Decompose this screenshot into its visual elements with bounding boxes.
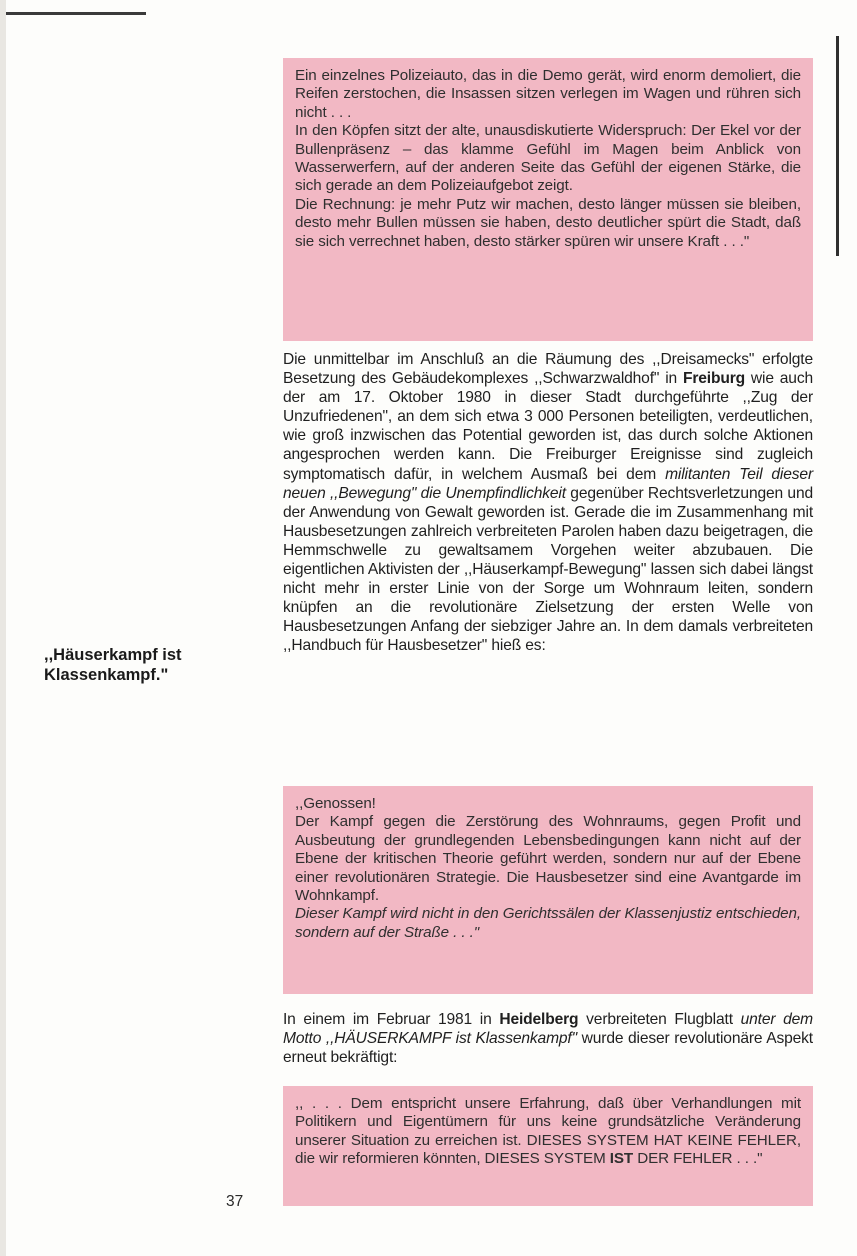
page-number: 37 [226, 1193, 244, 1210]
paragraph2-text-3: wurde dieser revolutionäre Aspekt erneut bekräftigt: [283, 1030, 813, 1067]
quote1-line-1: Ein einzelnes Polizeiauto, das in die Demo gerät, wird enorm demoliert, die Reifen zerstochen, die Insassen sitzen verlegen im Wagen und rühren sich nicht . . . [295, 67, 801, 121]
paragraph2-text-1: In einem im Februar 1981 in [283, 1011, 500, 1028]
freiburg-bold: Freiburg [682, 370, 745, 388]
margin-note: ,,Häuserkampf ist Klassenkampf." [44, 646, 182, 684]
top-rule [6, 12, 146, 15]
paragraph1-italic: militanten Teil dieser neuen ,,Bewegung" die Unempfindlichkeit [283, 465, 813, 502]
paragraph-heidelberg [283, 1010, 813, 1067]
quote2-paragraph-2: Dieser Kampf wird nicht in den Gerichtssälen der Klassenjustiz entschieden, sondern auf der Straße . . ." [295, 905, 801, 941]
paragraph2-text-2: verbreiteten Flugblatt [578, 1011, 733, 1028]
quote-box-demo [283, 58, 813, 341]
heidelberg-bold: Heidelberg [499, 1011, 579, 1028]
quote-box-handbook [283, 786, 813, 994]
quote2-greeting: ,,Genossen! [295, 795, 376, 812]
paragraph1-text-1: Die unmittelbar im Anschluß an die Räumung des ,,Dreisamecks" erfolgte Besetzung des Gebäudekomplexes ,,Schwarzwaldhof" in [283, 351, 813, 388]
binding-edge-mark [836, 36, 839, 256]
quote1-line-2: In den Köpfen sitzt der alte, unausdiskutierte Widerspruch: Der Ekel vor der Bullenpräsenz – das klamme Gefühl im Magen beim Anblick von Wasserwerfern, auf der anderen Seite das Gefühl der eigenen Stärke, die sich gerade an dem Polizeiaufgebot zeigt. [295, 122, 801, 195]
quote3-text-1: ,, . . . Dem entspricht unsere Erfahrung, daß über Verhandlungen mit Politikern und Eigentümern für uns keine grundsätzliche Veränderung unserer Situation zu erreichen ist. DIESES SYSTEM HAT KEINE FEHLER, die wir reformieren könnten, DIESES SYSTEM [295, 1095, 801, 1168]
paragraph2-italic: unter dem Motto ,,HÄUSERKAMPF ist Klassenkampf" [283, 1011, 813, 1048]
quote2-paragraph-1: Der Kampf gegen die Zerstörung des Wohnraums, gegen Profit und Ausbeutung der grundlegenden Lebensbedingungen kann nicht auf der Ebene der kritischen Theorie geführt werden, sondern nur auf der Ebene einer revolutionären Strategie. Die Hausbesetzer sind eine Avantgarde im Wohnkampf. [295, 813, 801, 905]
quote-box-flyer [283, 1086, 813, 1206]
paragraph1-text-3: gegenüber Rechtsverletzungen und der Anwendung von Gewalt geworden ist. Gerade die im Zusammenhang mit Hausbesetzungen zahlreich verbreiteten Parolen haben dazu beigetragen, die Hemmschwelle zu gewaltsamem Vorgehen weiter abzubauen. Die eigentlichen Aktivisten der ,,Häuserkampf-Bewegung" lassen sich dabei längst nicht mehr in erster Linie von der Sorge um Wohnraum leiten, sondern knüpfen an die revolutionäre Zielsetzung der ersten Welle von Hausbesetzungen Anfang der siebziger Jahre an. In dem damals verbreiteten ,,Handbuch für Hausbesetzer" hieß es: [283, 484, 814, 655]
quote1-line-3: Die Rechnung: je mehr Putz wir machen, desto länger müssen sie bleiben, desto mehr Bullen müssen sie haben, desto deutlicher spürt die Stadt, daß sie sich verrechnet haben, desto stärker spüren wir unsere Kraft . . ." [295, 195, 801, 250]
paragraph-freiburg [283, 350, 813, 656]
quote3-bold-ist: IST [609, 1150, 634, 1168]
quote3-text-2: DER FEHLER . . ." [633, 1150, 763, 1168]
paragraph1-text-2: wie auch der am 17. Oktober 1980 in dieser Stadt durchgeführte ,,Zug der Unzufriedenen", an dem sich etwa 3 000 Personen beteiligten, verdeutlichen, wie groß inzwischen das Potential geworden ist, das durch solche Aktionen angesprochen werden kann. Die Freiburger Ereignisse sind zugleich symptomatisch dafür, in welchem Ausmaß bei dem [283, 370, 813, 483]
